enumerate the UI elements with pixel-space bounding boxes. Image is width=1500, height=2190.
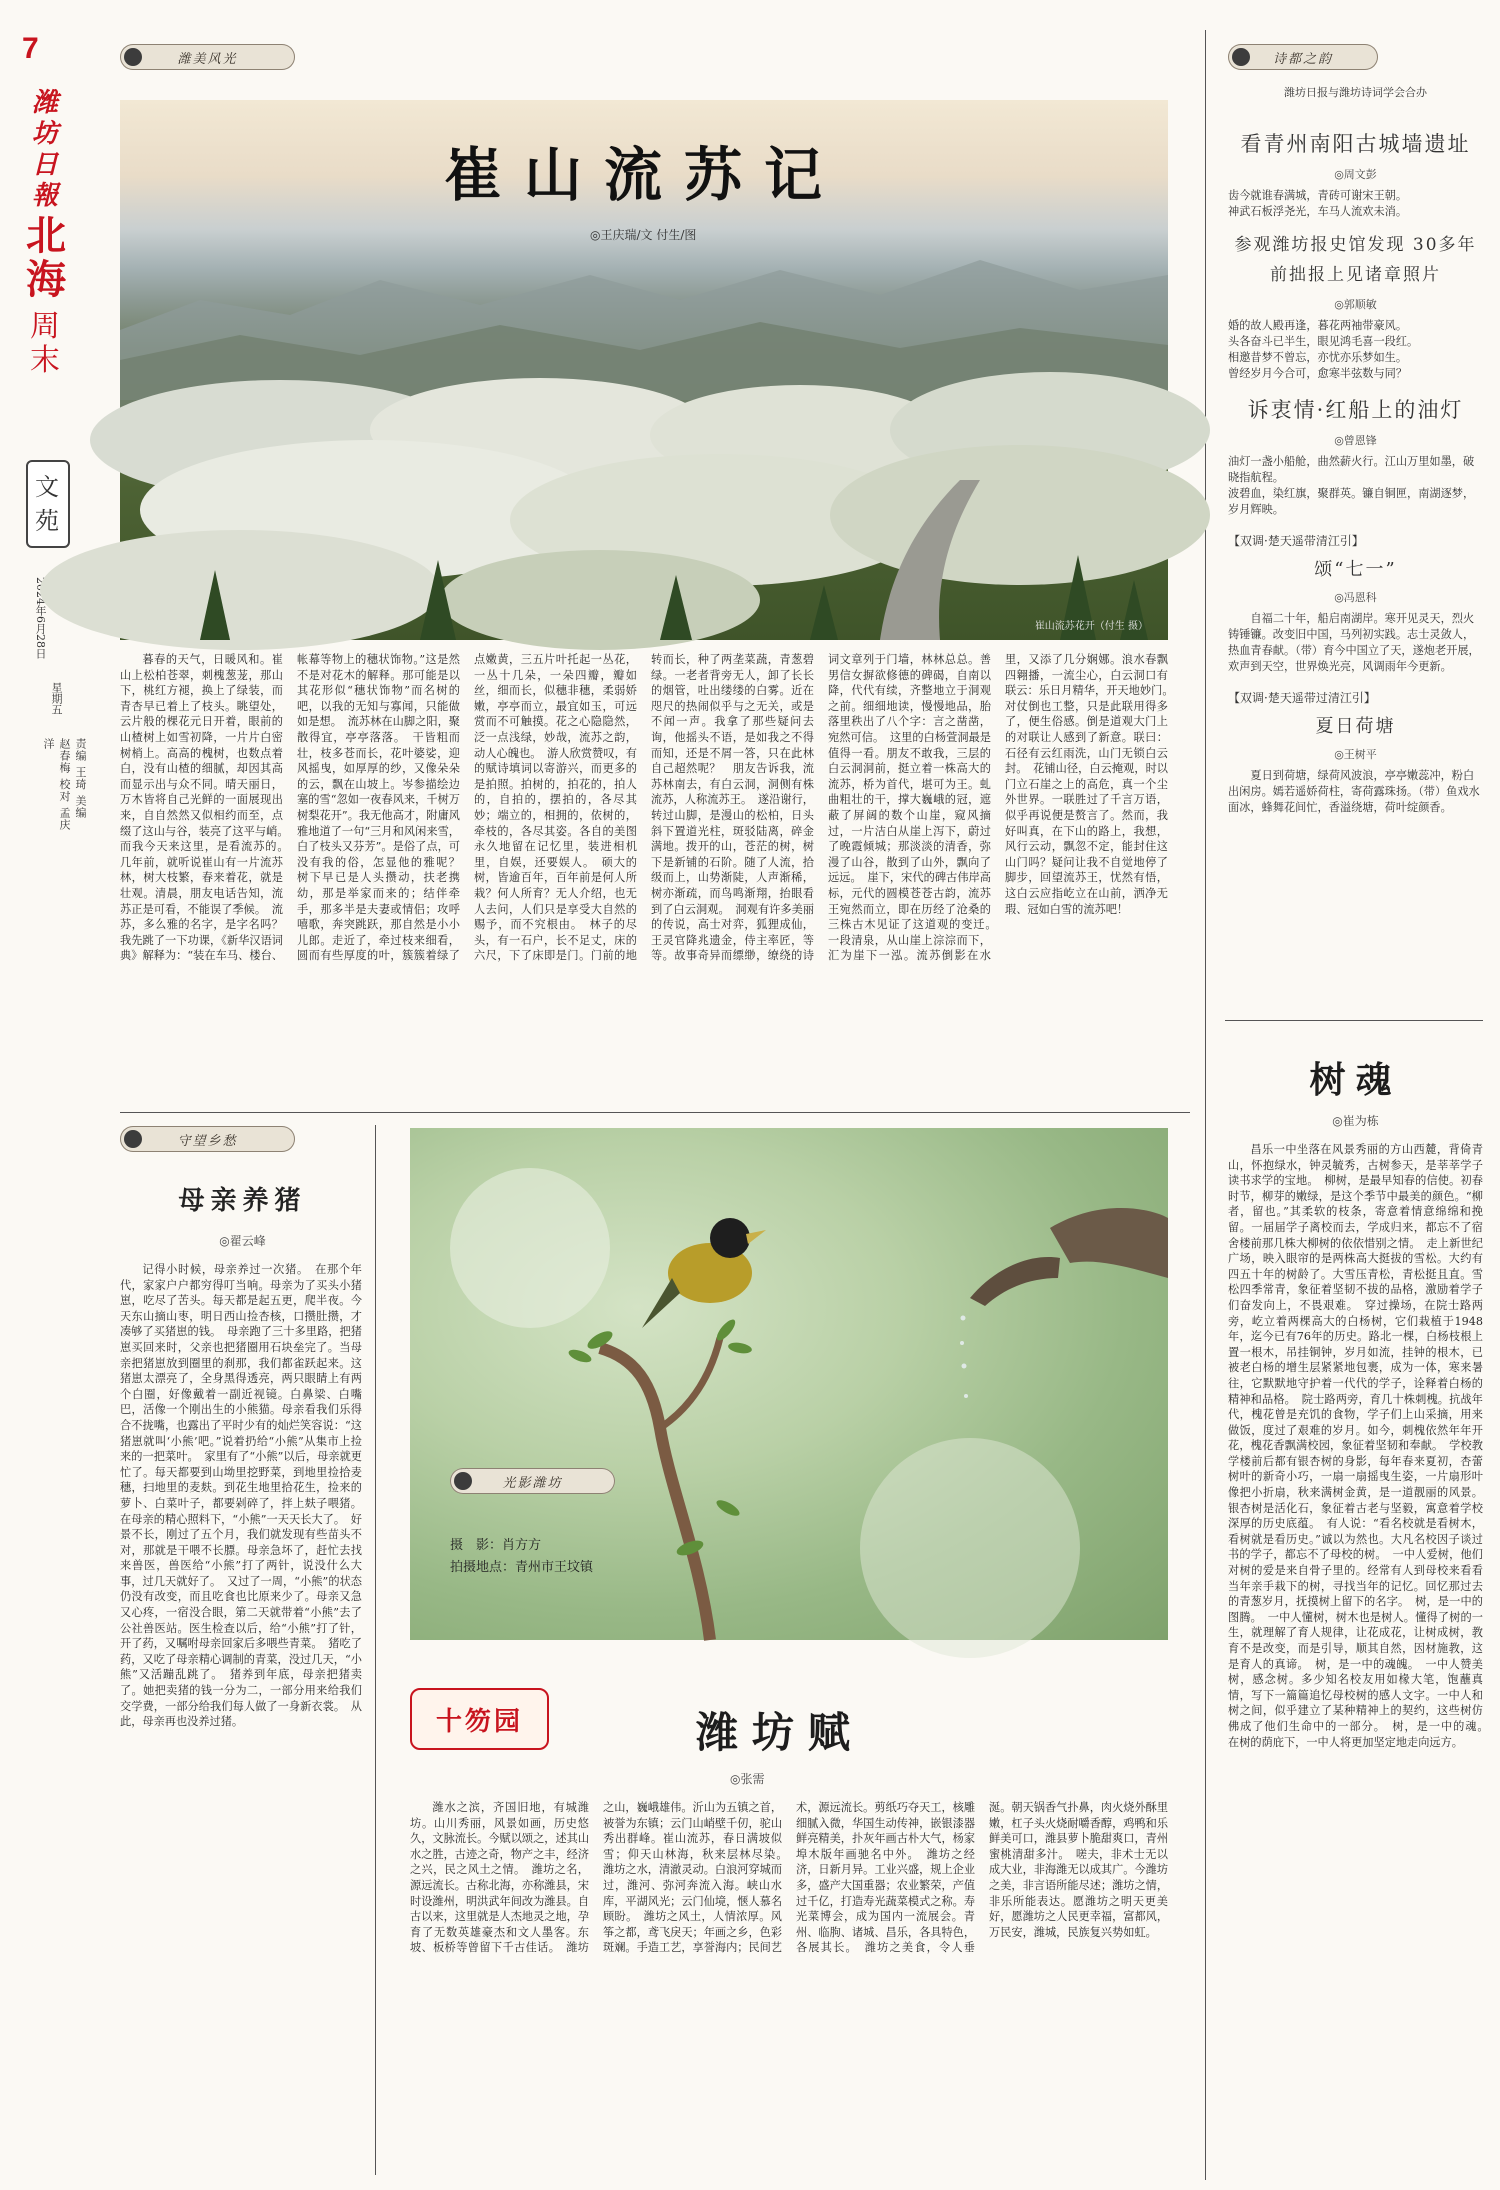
poem-5-author: ◎王树平 (1334, 748, 1377, 761)
poem-2-line-1: 婚的故人殿再逢，暮花两袖带豪风。 (1228, 319, 1408, 332)
banner-label: 诗都之韵 (1272, 51, 1333, 67)
poem-3-line-1: 油灯一盏小船舱，曲然薪火行。江山万里如墨，破晓指航程。 (1228, 455, 1475, 484)
fu-body (410, 1800, 1168, 2168)
banner-label: 守望乡愁 (177, 1133, 238, 1149)
banner-label: 光影潍坊 (502, 1475, 563, 1491)
feature-body (120, 652, 1180, 1092)
fu-text: 潍水之滨，齐国旧地，有城潍坊。山川秀丽，风景如画，历史悠久，文脉流长。今赋以颂之，述其山水之胜，古迹之奇，物产之丰，经济之兴，民之风土之情。 潍坊之名，源远流长。古称北海，亦称潍县，宋时设潍州，明洪武年间改为潍县。自古以来，这里就是人杰地灵之地，孕育了无数英雄豪杰和文人墨客。东坡、板桥等曾留下千古佳话。 潍坊之山，巍峨雄伟。沂山为五镇之首，被誉为东镇；云门山峭壁千仞，驼山秀出群峰。崔山流苏，春日满坡似雪；仰天山林海，秋来层林尽染。 潍坊之水，清澈灵动。白浪河穿城而过，潍河、弥河奔流入海。峡山水库，平湖风光；云门仙境，惬人慕名顾盼。 潍坊之风土，人情浓厚。风筝之都，鸢飞戾天；年画之乡，色彩斑斓。手造工艺，享誉海内；民间艺术，源远流长。剪纸巧夺天工，核雕细腻入微，华国生动传神，嵌银漆器鲜亮精美，扑灰年画古朴大气，杨家埠木版年画驰名中外。 潍坊之经济，日新月异。工业兴盛，规上企业多，盛产大国重器；农业繁荣，产值过千亿，打造寿光蔬菜模式之称。寿光菜博会，成为国内一流展会。青州、临朐、诸城、昌乐，各具特色，各展其长。 潍坊之美食，令人垂涎。朝天锅香气扑鼻，肉火烧外酥里嫩，杠子头火烧耐嚼香醇，鸡鸭和乐鲜美可口，潍县萝卜脆甜爽口，青州蜜桃清甜多汁。 嗟夫，非术士无以成大业，非海潍无以成其广。今潍坊之美，非言语所能尽述；潍坊之情，非乐所能表达。愿潍坊之明天更美好，愿潍坊之人民更幸福，富都风，万民安，潍城，民族复兴势如虹。 (410, 1801, 1169, 1955)
tree-soul-byline: ◎崔为栋 (1332, 1114, 1379, 1128)
section-seal (26, 460, 70, 548)
shijiayuan-badge (410, 1688, 549, 1750)
feature-body-text: 暮春的天气，日暖风和。崔山上松柏苍翠，刺槐葱茏，那山下，桃红方褪，换上了绿装，而青杏早已着上了枝头。眺望处，云片般的棵花元日开着，眼前的山楂树上如雪初降，一片片白密树梢上。高高的槐树，也数点着白，没有山楂的细腻，却因其高而显示出与众不同。晴天丽日，万木皆将自己光鲜的一面展现出来，自自然然又似相约而至，点缀了这山与谷，装亮了这平与峭。 而我今天来这里，是看流苏的。 几年前，就听说崔山有一片流苏林，树大枝繁，春来着花，就是壮观。清晨，朋友电话告知，流苏正是可看，不能误了季候。 流苏，多么雅的名字，是字名吗？我先跳了一下功课，《新华汉语词典》解释为：“装在车马、楼台、帐幕等物上的穗状饰物。”这是然不是对花木的解释。那可能是以其花形似“穗状饰物”而名树的吧，以我的无知与寡闻，只能做如是想。 流苏林在山脚之阳，聚散得宜，亭亭落落。 干皆粗而壮，枝多苍而长，花叶婆娑，迎风摇曳，如厚厚的纱，又像朵朵的云，飘在山坡上。岑参描绘边塞的雪“忽如一夜春风来，千树万树梨花开”。我无他高才，附庸风雅地道了一句“三月和风闲来雪，白了枝头又芬芳”。是俗了点，可没有我的俗，怎显他的雅呢？ 树下早已是人头攒动，扶老携幼，那是举家而来的；结伴牵手，那多半是夫妻或情侣；攻呼嘻歌，奔突跳跃，那自然是小小儿郎。走近了，牵过枝来细看，圆而有些厚度的叶，簇簇着绿了点嫩黄，三五片叶托起一丛花，一丛十几朵，一朵四瓣，瓣如丝，细而长，似穗非穗，柔弱娇嫩，亭亭而立，最宜如玉，可远赏而不可触摸。花之心隐隐然，泛一点浅绿，妙哉，流苏之韵，动人心魄也。 游人欣赏赞叹，有的赋诗填词以寄游兴，而更多的是拍照。拍树的，拍花的，拍人的，自拍的，摆拍的，各尽其妙；端立的，相拥的，依树的，牵枝的，各尽其姿。各自的美图永久地留在记忆里，装进相机里，自娱，还要娱人。 硕大的树，皆逾百年，百年前是何人所栽？何人所育？无人介绍，也无人去问，人们只是享受大自然的赐予，而不究根由。 林子的尽头，有一石户，长不足丈，床的六尺，下了床即是门。门前的地转而长，种了两垄菜蔬，青葱碧绿。一老者背旁无人，卸了长长的烟管，吐出缕缕的白雾。近在咫尺的热闹似乎与之无关，或是不闻一声。我拿了那些疑问去询，他摇头不语，是如我之不得而知，还是不屑一答，只在此林自己超然呢？ 朋友告诉我，流苏林南去，有白云洞，洞侧有株流苏，人称流苏王。 遂沿谢行，转过山脚，是漫山的松柏，日头斜下置道光柱，斑驳陆离，碎金满地。拨开的山，苍茫的树，树下是新铺的石阶。随了人流，拾级而上，山势渐陡，人声渐稀，树亦渐疏，而鸟鸣渐翔，抬眼看到了白云洞观。 洞观有许多美丽的传说，高士对弈，狐狸成仙，王灵官降兆遗金，侍主率匠，等等。故事奇异而缥缈，缭绕的诗词文章列于门墙，林林总总。善男信女摒欲修德的碑碣，自南以降，代代有续，齐整地立于洞观之前。细细地读，慢慢地品，胎落里秩出了八个字：言之凿凿，宛然可信。 这里的白杨萱洞最是值得一看。朋友不敢我，三层的白云洞洞前，挺立着一株高大的流苏，桥为首代，堪可为王。虬曲粗壮的干，撑大巍峨的冠，遮蔽了屏阔的数个山崖，窥风摘过，一片洁白从崖上泻下，蔚过了晚霞倾城；那淡淡的清香，弥漫了山谷，散到了山外，飘向了远远。 崖下，宋代的碑古伟岸高标，元代的圆模苍苍古韵，流苏王宛然而立，即在历经了沧桑的三株古木见证了这道观的变迁。 一段清泉，从山崖上淙淙而下，汇为崖下一泓。流苏倒影在水里，又添了几分娴娜。浪水春飘四翱播，一流尘心，白云洞口有联云：乐日月精华，开天地妙门。 对仗倒也工整，只是此联用得多了，便生俗感。倒是道观大门上的对联让人感到了新意。联曰：石径有云红雨洗，山门无锁白云封。 花铺山径，白云掩观，时以门立石崖之上的高危，真一个尘外世界。一联胜过了千言万语，似乎再说便是赘言了。然而，我好叫真，在下山的路上，我想，风行云动，飘忽不定，能封住这山门吗？疑问让我不自觉地停了脚步，回望流苏王，忧然有悟，这白云应指屹立在山前，洒净无瑕、冠如白雪的流苏吧！ (120, 653, 1180, 963)
poem-4 (1228, 532, 1483, 675)
column-banner-shidu (1228, 44, 1378, 70)
shidu-subtitle: 潍坊日报与潍坊诗词学会合办 (1284, 86, 1427, 99)
mother-pig-text: 记得小时候，母亲养过一次猪。 在那个年代，家家户户都穷得叮当响。母亲为了买头小猪崽，吃尽了苦头。每天都是起五更，爬半夜。今天东山摘山枣，明日西山捡杏核，口攒肚攒，才凑够了买猪崽的钱。 母亲跑了三十多里路，把猪崽买回来时，父亲也把猪圈用石块垒完了。当母亲把猪崽放到圈里的刹那，我们都雀跃起来。这猪崽太漂亮了，全身黑得透亮，两只眼睛上有两个白圈，好像戴着一副近视镜。白鼻梁、白嘴巴，活像一个刚出生的小熊猫。母亲看我们乐得合不拢嘴，也露出了平时少有的灿烂笑容说：“这猪崽就叫‘小熊’吧。”说着扔给“小熊”从集市上捡来的一把菜叶。 家里有了“小熊”以后，母亲就更忙了。每天都要到山坳里挖野菜，到地里捡拾麦穗，扫地里的麦麸。到花生地里拾花生，捡来的萝卜、白菜叶子，都要剁碎了，拌上麸子喂猪。在母亲的精心照料下，“小熊”一天天长大了。 好景不长，刚过了五个月，我们就发现有些苗头不对，那就是干喂不长膘。母亲急坏了，赶忙去找来兽医，兽医给“小熊”打了两针，说没什么大事，过几天就好了。 又过了一周，“小熊”的状态仍没有改变，而且吃食也比原来少了。母亲又急又心疼，一宿没合眼，第二天就带着“小熊”去了公社兽医站。医生检查以后，给“小熊”打了针，开了药，又嘱咐母亲回家后多喂些青菜。 猪吃了药，又吃了母亲精心调制的青菜，没过几天，“小熊”又活蹦乱跳了。 猪养到年底，母亲把猪卖了。她把卖猪的钱一分为二，一部分用来给我们交学费，一部分给我们每人做了一身新衣裳。 从此，母亲再也没养过猪。 (120, 1263, 362, 1729)
poem-2-line-4: 曾经岁月今合可，愈寒半弦数与同？ (1228, 367, 1408, 380)
poem-1-line-2: 神武石板浮尧光，车马人流欢未消。 (1228, 205, 1408, 218)
issue-date: 2024年6月28日 (34, 577, 47, 659)
issue-weekday: 星期五 (50, 682, 63, 715)
tree-soul-title: 树魂 (1309, 1059, 1402, 1101)
poem-5-section: 【双调·楚天遥带过清江引】 (1228, 691, 1376, 705)
poem-2-line-3: 相邀昔梦不曾忘，亦忧亦乐梦如生。 (1228, 351, 1408, 364)
photo-credit: 崔山流苏花开（付生 摄） (1034, 621, 1148, 632)
poem-4-author: ◎冯恩科 (1334, 591, 1377, 604)
issue-credits: 责编 王琦 美编 赵春梅 校对 孟庆洋 (42, 738, 87, 831)
shijiayuan-label: 十笏园 (435, 1706, 523, 1737)
photographer-label: 摄 影：肖方方 (450, 1538, 542, 1553)
column-banner-weimei (120, 44, 295, 70)
bird-photo (410, 1128, 1168, 1640)
masthead (18, 32, 87, 832)
poem-4-line-1: 自福二十年，船启南湖岸。寒开见灵天，烈火铸锤镰。改变旧中国，马列初实践。志士灵敛人，热血青春献。（带）育今中国立了天，遂炮老开展，欢声到天空，世界焕光亮，风调雨年今更新。 (1228, 612, 1480, 673)
edition-small: 周末 (30, 309, 60, 378)
poem-4-title: 颂“七一” (1314, 559, 1397, 580)
poem-5-title: 夏日荷塘 (1315, 716, 1396, 737)
column-banner-guangying (450, 1468, 615, 1494)
poem-4-section: 【双调·楚天遥带清江引】 (1228, 534, 1364, 548)
poem-2 (1228, 230, 1483, 382)
banner-ornament (124, 1130, 142, 1148)
feature-photo (120, 100, 1168, 640)
banner-label: 潍美风光 (177, 51, 238, 67)
column-banner-shouwang (120, 1126, 295, 1152)
poem-2-author: ◎郭顺敏 (1334, 298, 1377, 311)
mother-pig-title: 母亲养猪 (178, 1186, 307, 1216)
poetry-block (1228, 118, 1483, 1013)
banner-ornament (124, 48, 142, 66)
mother-pig-byline: ◎翟云峰 (219, 1234, 266, 1248)
fu-title: 潍坊赋 (695, 1708, 864, 1757)
poem-3-title: 诉衷情·红船上的油灯 (1247, 398, 1464, 422)
poem-2-line-2: 头各奋斗已半生，眼见鸿毛喜一段红。 (1228, 335, 1419, 348)
tree-soul-body (1228, 1142, 1495, 2167)
photo-location-label: 拍摄地点：青州市王坟镇 (450, 1560, 594, 1575)
poem-1-author: ◎周文彭 (1334, 168, 1377, 181)
section-name: 文苑 (35, 473, 59, 535)
mother-pig-body (120, 1262, 362, 2167)
banner-ornament (1232, 48, 1250, 66)
feature-byline: ◎王庆瑞/文 付生/图 (590, 228, 697, 242)
poem-1 (1228, 128, 1483, 220)
poem-5-line-1: 夏日到荷塘，绿荷风波浪，亭亭嫩蕊冲，粉白出闲房。嫣若遥娇荷柱，寄荷露珠扬。（带）鱼戏水面冰，蜂舞花间忙，香溢绕塘，荷叶绽颜香。 (1228, 769, 1480, 814)
poem-1-line-1: 齿今就谁春满城，青砖可谢宋王朝。 (1228, 189, 1408, 202)
poem-3 (1228, 394, 1483, 518)
feature-title: 崔山流苏记 (443, 141, 844, 209)
edition-big: 北海 (26, 212, 66, 303)
paper-name: 潍坊日報 (32, 88, 59, 211)
poem-1-title: 看青州南阳古城墙遗址 (1240, 132, 1471, 156)
poem-3-author: ◎曾恩锋 (1334, 434, 1377, 447)
poem-3-line-2: 波碧血，染红旗，聚群英。镰自铜匣，南湖逐梦，岁月辉映。 (1228, 487, 1475, 516)
poem-5 (1228, 689, 1483, 816)
tree-soul-text: 昌乐一中坐落在风景秀丽的方山西麓，背倚青山，怀抱绿水，钟灵毓秀，古树参天，是莘莘学子读书求学的宝地。 柳树，是最早知春的信使。初春时节，柳芽的嫩绿，是这个季节中最美的颜色。“柳者，留也。”其柔软的枝条，寄意着情意绵绵和挽留。一届届学子离校而去，学成归来，都忘不了宿舍楼前那几株大柳树的依依惜别之情。 走上新世纪广场，映入眼帘的是两株高大挺拔的雪松。大约有四五十年的树龄了。大雪压青松，青松挺且直。雪松四季常青，象征着坚韧不拔的品格，激励着学子们奋发向上，不畏艰难。 穿过操场，在院士路两旁，屹立着两棵高大的白杨树，它们栽植于1948年，迄今已有76年的历史。路北一棵，白杨枝根上置一根木，吊挂铜钟，岁月如流，挂钟的根木，已被老白杨的增生层紧紧地包裹，成为一体，寒来暑往，它默默地守护着一代代的学子，诠释着白杨的精神和品格。 院士路两旁，育几十株刺槐。抗战年代，槐花曾是充饥的食物，学子们上山采摘，用来做饭，度过了艰难的岁月。如今，刺槐依然年年开花，槐花香飘满校园，象征着坚韧和奉献。 学校教学楼前后都有银杏树的身影，每年春来夏初，杏蕾树叶的新奇小巧，一扇一扇摇曳生姿，一片扇形叶像把小折扇，秋来满树金黄，是一道靓丽的风景。银杏树是活化石，象征着古老与坚毅，寓意着学校深厚的历史底蕴。 有人说：“看名校就是看树木，看树就是看历史。”诚以为然也。大凡名校因子谈过书的学子，都忘不了母校的树。 一中人爱树，他们对树的爱是来自骨子里的。经常有人到母校来看看当年亲手栽下的树，寻找当年的记忆。回忆那过去的青葱岁月，抚摸树上留下的名字。 树，是一中的图腾。 一中人懂树，树木也是树人。懂得了树的一生，就理解了育人规律，让花成花，让树成树，教育不是改变，而是引导，顺其自然，因材施教，这是育人的真谛。 树，是一中的魂魄。 一中人赞美树，感念树。多少知名校友用如椽大笔，饱蘸真情，写下一篇篇追忆母校树的感人文字。一中人和树之间，似乎建立了某种精神上的契约，这些树仿佛成了他们生命中的一部分。 树，是一中的魂。 在树的荫庇下，一中人将更加坚定地走向远方。 (1228, 1143, 1495, 1749)
banner-ornament (454, 1472, 472, 1490)
fu-byline: ◎张需 (730, 1772, 765, 1786)
page-number: 7 (22, 32, 39, 65)
poem-2-title: 参观潍坊报史馆发现 30多年前拙报上见诸章照片 (1234, 235, 1477, 285)
